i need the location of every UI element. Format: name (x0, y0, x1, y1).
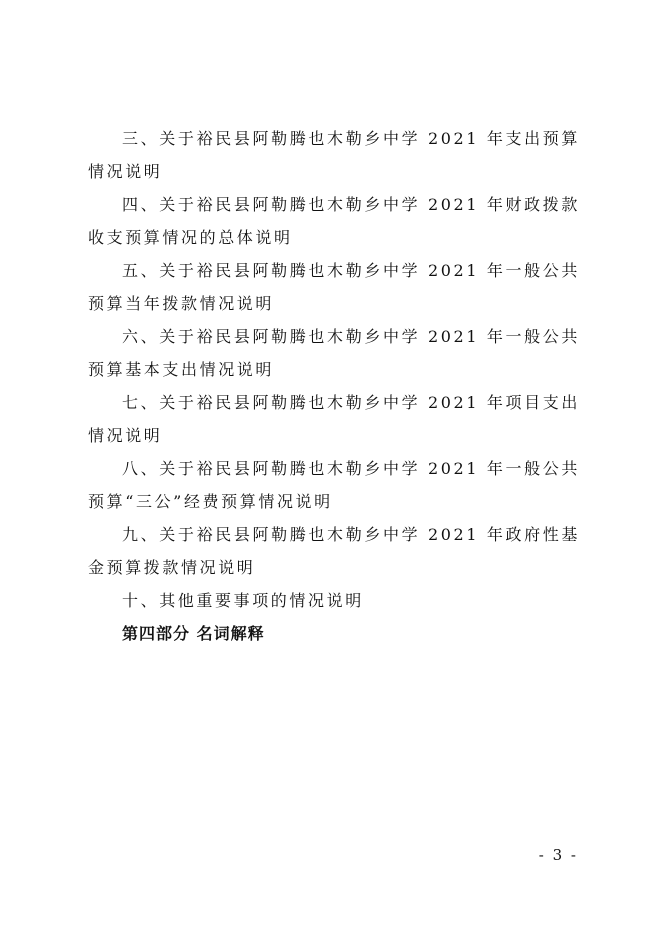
item-four: 四、关于裕民县阿勒腾也木勒乡中学 2021 年财政拨款收支预算情况的总体说明 (88, 195, 580, 247)
item-seven: 七、关于裕民县阿勒腾也木勒乡中学 2021 年项目支出情况说明 (88, 393, 580, 445)
page-number: - 3 - (538, 846, 578, 864)
page-body (88, 122, 580, 650)
item-three: 三、关于裕民县阿勒腾也木勒乡中学 2021 年支出预算情况说明 (88, 129, 580, 181)
item-five: 五、关于裕民县阿勒腾也木勒乡中学 2021 年一般公共预算当年拨款情况说明 (88, 261, 580, 313)
item-eight: 八、关于裕民县阿勒腾也木勒乡中学 2021 年一般公共预算“三公”经费预算情况说明 (88, 459, 580, 511)
section-heading: 第四部分 名词解释 (122, 624, 265, 643)
item-six: 六、关于裕民县阿勒腾也木勒乡中学 2021 年一般公共预算基本支出情况说明 (88, 327, 580, 379)
item-nine: 九、关于裕民县阿勒腾也木勒乡中学 2021 年政府性基金预算拨款情况说明 (88, 525, 580, 577)
item-ten: 十、其他重要事项的情况说明 (122, 591, 364, 610)
